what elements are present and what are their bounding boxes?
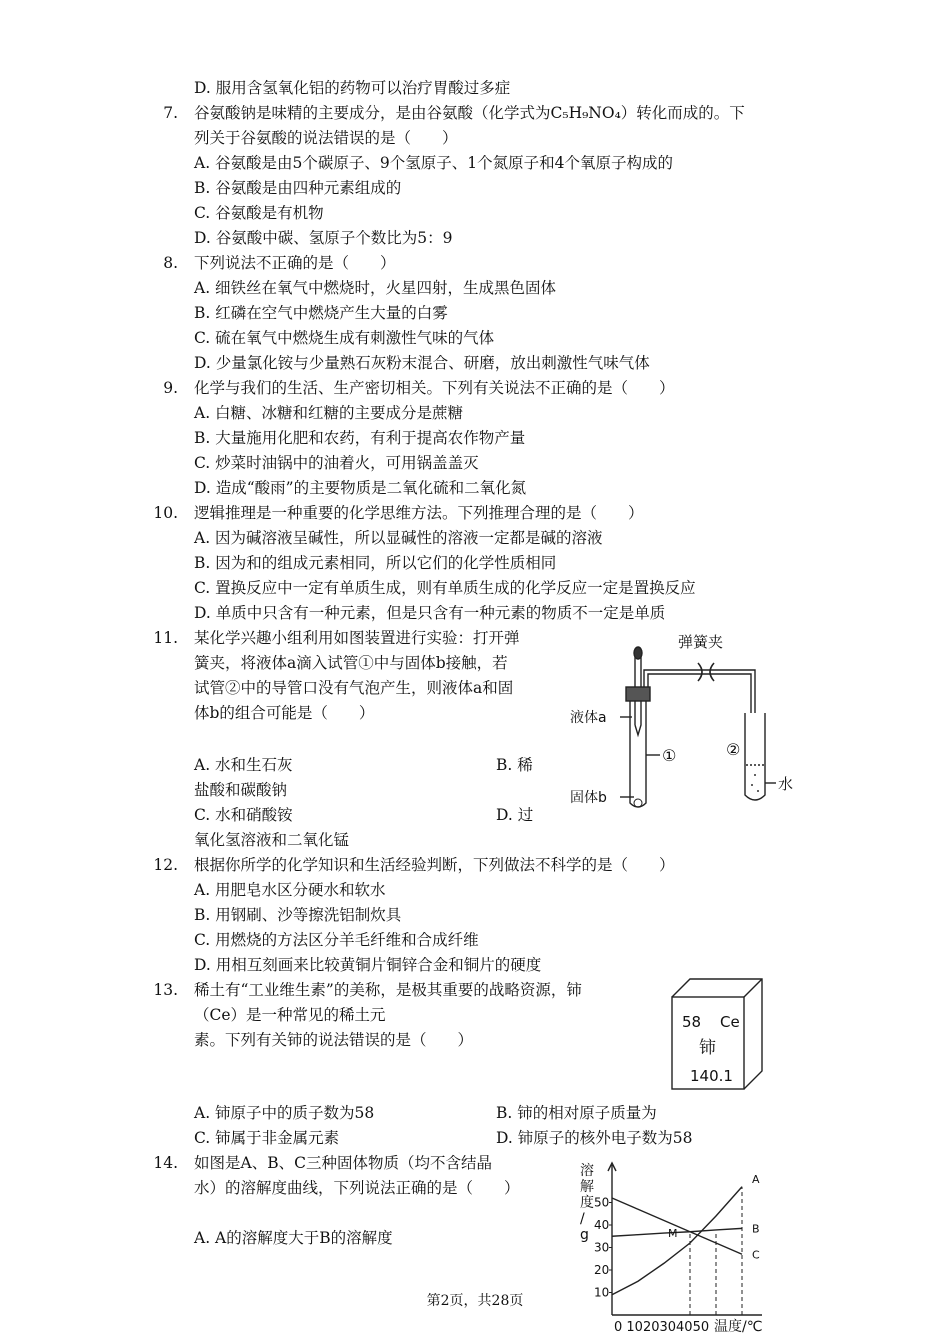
y-tick-label: 50	[594, 1195, 610, 1210]
y-axis-label-char: g	[580, 1227, 589, 1243]
solid-b-granules	[634, 799, 642, 807]
q14-stem-line1: 如图是A、B、C三种固体物质（均不含结晶	[194, 1154, 492, 1172]
q13-option-c: C. 铈属于非金属元素	[194, 1129, 340, 1147]
spring-clip	[698, 663, 714, 681]
q7-option-c: C. 谷氨酸是有机物	[194, 204, 324, 222]
q6-option-d: D. 服用含氢氧化铝的药物可以治疗胃酸过多症	[194, 79, 511, 97]
q10-option-b: B. 因为和的组成元素相同，所以它们的化学性质相同	[194, 554, 557, 572]
q9-option-d: D. 造成“酸雨”的主要物质是二氧化硫和二氧化氮	[194, 479, 527, 497]
q7-option-a: A. 谷氨酸是由5个碳原子、9个氢原子、1个氮原子和4个氧原子构成的	[194, 154, 673, 172]
q12-option-d: D. 用相互刻画来比较黄铜片铜锌合金和铜片的硬度	[194, 956, 542, 974]
q13-number: 13.	[153, 981, 178, 999]
q13-stem-line1: 稀土有“工业维生素”的美称，是极其重要的战略资源，铈	[194, 981, 582, 999]
q13-stem-line3: 素。下列有关铈的说法错误的是（ ）	[194, 1031, 474, 1049]
y-axis-label-char: 度	[580, 1195, 594, 1211]
q12-option-c: C. 用燃烧的方法区分羊毛纤维和合成纤维	[194, 931, 479, 949]
q11-stem-line1: 某化学兴趣小组利用如图装置进行实验：打开弹	[194, 629, 520, 647]
q11-option-b: B. 稀	[496, 756, 533, 774]
q12-stem: 根据你所学的化学知识和生活经验判断，下列做法不科学的是（ ）	[194, 856, 675, 874]
q7-stem-line2: 列关于谷氨酸的说法错误的是（ ）	[194, 129, 458, 147]
q11-option-d-cont: 氧化氢溶液和二氧化锰	[194, 831, 350, 849]
y-tick-label: 30	[594, 1240, 610, 1255]
x-tick-labels: 0 1020304050	[614, 1320, 710, 1335]
q13-stem-line2: （Ce）是一种常见的稀土元	[194, 1006, 386, 1024]
q12-option-b: B. 用钢刷、沙等擦洗铝制炊具	[194, 906, 402, 924]
q11-number: 11.	[153, 629, 178, 647]
q12-number: 12.	[153, 856, 178, 874]
q13-option-b: B. 铈的相对原子质量为	[496, 1104, 657, 1122]
test-tube-2	[745, 713, 765, 800]
point-m-label: M	[668, 1227, 678, 1240]
q10-stem: 逻辑推理是一种重要的化学思维方法。下列推理合理的是（ ）	[194, 504, 644, 522]
atomic-mass: 140.1	[690, 1067, 733, 1085]
element-symbol: Ce	[720, 1013, 740, 1031]
stopper	[626, 687, 650, 701]
q9-number: 9.	[163, 379, 178, 397]
page-footer: 第2页，共28页	[426, 1293, 524, 1309]
water-label: 水	[778, 775, 794, 793]
curve-label-b: B	[752, 1222, 760, 1236]
cerium-element-card	[668, 975, 768, 1095]
q9-option-c: C. 炒菜时油锅中的油着火，可用锅盖盖灭	[194, 454, 479, 472]
q11-stem-line3: 试管②中的导管口没有气泡产生，则液体a和固	[194, 679, 514, 697]
q13-option-a: A. 铈原子中的质子数为58	[194, 1104, 375, 1122]
q14-option-a: A. A的溶解度大于B的溶解度	[194, 1229, 393, 1247]
q8-stem: 下列说法不正确的是（ ）	[194, 254, 396, 272]
q11-stem-line4: 体b的组合可能是（ ）	[194, 704, 375, 722]
curve-label-a: A	[752, 1172, 760, 1186]
q14-number: 14.	[153, 1154, 178, 1172]
q7-stem-line1: 谷氨酸钠是味精的主要成分，是由谷氨酸（化学式为C₅H₉NO₄）转化而成的。下	[194, 104, 745, 122]
y-axis-label-char: /	[580, 1211, 585, 1227]
tube-1-label: ①	[662, 746, 677, 765]
q11-option-b-cont: 盐酸和碳酸钠	[194, 781, 288, 799]
tube-2-label: ②	[726, 740, 741, 759]
q11-stem-line2: 簧夹，将液体a滴入试管①中与固体b接触，若	[194, 654, 508, 672]
q9-stem: 化学与我们的生活、生产密切相关。下列有关说法不正确的是（ ）	[194, 379, 675, 397]
clip-label: 弹簧夹	[678, 633, 724, 651]
q11-option-a: A. 水和生石灰	[194, 756, 293, 774]
y-tick-label: 20	[594, 1263, 610, 1277]
y-axis-label-char: 解	[580, 1179, 594, 1195]
test-tube-1	[630, 695, 646, 807]
solid-b-label: 固体b	[570, 790, 607, 806]
q10-option-c: C. 置换反应中一定有单质生成，则有单质生成的化学反应一定是置换反应	[194, 579, 696, 597]
q7-number: 7.	[163, 104, 178, 122]
curve-label-c: C	[752, 1248, 760, 1262]
q9-option-a: A. 白糖、冰糖和红糖的主要成分是蔗糖	[194, 404, 464, 422]
q11-option-c: C. 水和硝酸铵	[194, 806, 293, 824]
q11-option-d: D. 过	[496, 806, 534, 824]
q8-option-b: B. 红磷在空气中燃烧产生大量的白雾	[194, 304, 448, 322]
y-tick-label: 10	[594, 1285, 610, 1300]
q14-stem-line2: 水）的溶解度曲线，下列说法正确的是（ ）	[194, 1179, 520, 1197]
solubility-curve-a	[612, 1187, 742, 1295]
q13-option-d: D. 铈原子的核外电子数为58	[496, 1129, 693, 1147]
q8-option-a: A. 细铁丝在氧气中燃烧时，火星四射，生成黑色固体	[194, 279, 557, 297]
q7-option-d: D. 谷氨酸中碳、氢原子个数比为5：9	[194, 229, 453, 247]
q8-number: 8.	[163, 254, 178, 272]
q8-option-c: C. 硫在氧气中燃烧生成有刺激性气味的气体	[194, 329, 495, 347]
q10-option-a: A. 因为碱溶液呈碱性，所以显碱性的溶液一定都是碱的溶液	[194, 529, 603, 547]
q7-option-b: B. 谷氨酸是由四种元素组成的	[194, 179, 402, 197]
element-name: 铈	[699, 1038, 716, 1058]
y-axis-label-char: 溶	[580, 1163, 594, 1179]
q12-option-a: A. 用肥皂水区分硬水和软水	[194, 881, 386, 899]
q10-number: 10.	[153, 504, 178, 522]
x-axis-label: 温度/℃	[714, 1319, 763, 1335]
dropper-bulb	[634, 647, 642, 659]
y-tick-label: 40	[594, 1218, 610, 1232]
q8-option-d: D. 少量氯化铵与少量熟石灰粉末混合、研磨，放出刺激性气味气体	[194, 354, 650, 372]
q9-option-b: B. 大量施用化肥和农药，有利于提高农作物产量	[194, 429, 526, 447]
atomic-number: 58	[682, 1013, 702, 1031]
liquid-a-label: 液体a	[570, 710, 607, 726]
q10-option-d: D. 单质中只含有一种元素，但是只含有一种元素的物质不一定是单质	[194, 604, 666, 622]
q11-apparatus-figure	[560, 625, 800, 815]
